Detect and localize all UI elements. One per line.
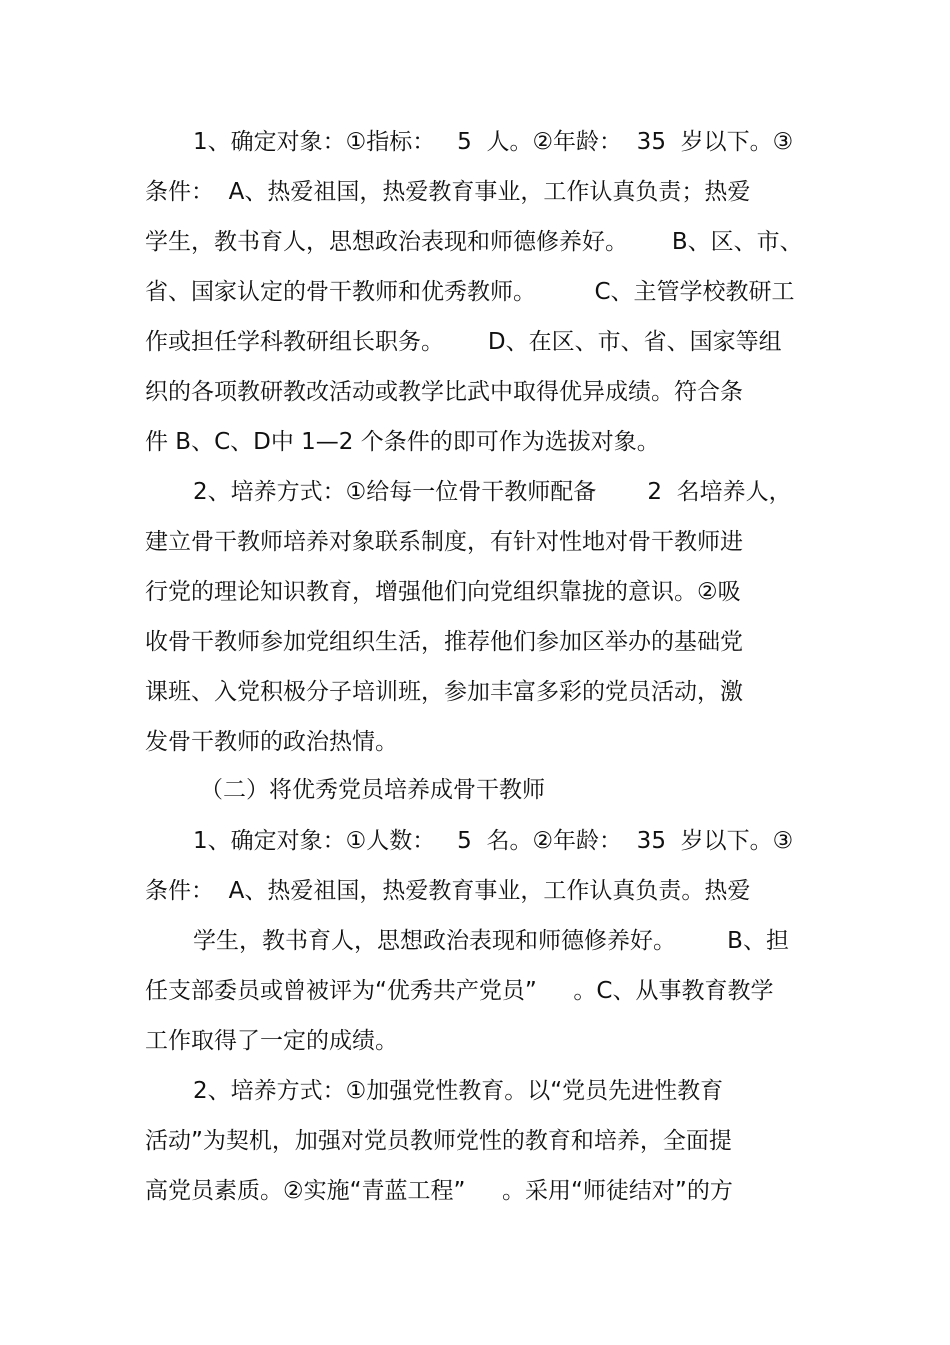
text-line: 1、确定对象：①人数： 5 名。②年龄： 35 岁以下。③: [193, 828, 794, 854]
text-line: 件 B、C、D中 1—2 个条件的即可作为选拔对象。: [145, 429, 660, 455]
text-line: 2、培养方式：①加强党性教育。以“党员先进性教育: [193, 1078, 724, 1104]
text-line: 学生，教书育人，思想政治表现和师德修养好。 B、区、市、: [145, 229, 803, 255]
text-line: 条件： A、热爱祖国，热爱教育事业，工作认真负责。热爱: [145, 878, 751, 904]
text-line: 高党员素质。②实施“青蓝工程” 。采用“师徒结对”的方: [145, 1178, 733, 1204]
text-line: 1、确定对象：①指标： 5 人。②年龄： 35 岁以下。③: [193, 129, 794, 155]
text-line: 活动”为契机，加强对党员教师党性的教育和培养，全面提: [145, 1128, 732, 1154]
text-line: 织的各项教研教改活动或教学比武中取得优异成绩。符合条: [145, 379, 743, 405]
text-line: 任支部委员或曾被评为“优秀共产党员” 。C、从事教育教学: [145, 978, 774, 1004]
text-line: 课班、入党积极分子培训班，参加丰富多彩的党员活动，激: [145, 679, 743, 705]
text-line: 条件： A、热爱祖国，热爱教育事业，工作认真负责；热爱: [145, 179, 751, 205]
text-line: 学生，教书育人，思想政治表现和师德修养好。 B、担: [193, 928, 789, 954]
text-line: 建立骨干教师培养对象联系制度，有针对性地对骨干教师进: [145, 529, 743, 555]
text-line: 收骨干教师参加党组织生活，推荐他们参加区举办的基础党: [145, 629, 743, 655]
text-line: 工作取得了一定的成绩。: [145, 1028, 398, 1054]
text-line: 作或担任学科教研组长职务。 D、在区、市、省、国家等组: [145, 329, 782, 355]
text-line: 省、国家认定的骨干教师和优秀教师。 C、主管学校教研工: [145, 279, 795, 305]
section-heading: （二）将优秀党员培养成骨干教师: [200, 777, 545, 803]
text-line: 发骨干教师的政治热情。: [145, 729, 398, 755]
text-line: 2、培养方式：①给每一位骨干教师配备 2 名培养人，: [193, 479, 792, 505]
text-line: 行党的理论知识教育，增强他们向党组织靠拢的意识。②吸: [145, 579, 741, 605]
